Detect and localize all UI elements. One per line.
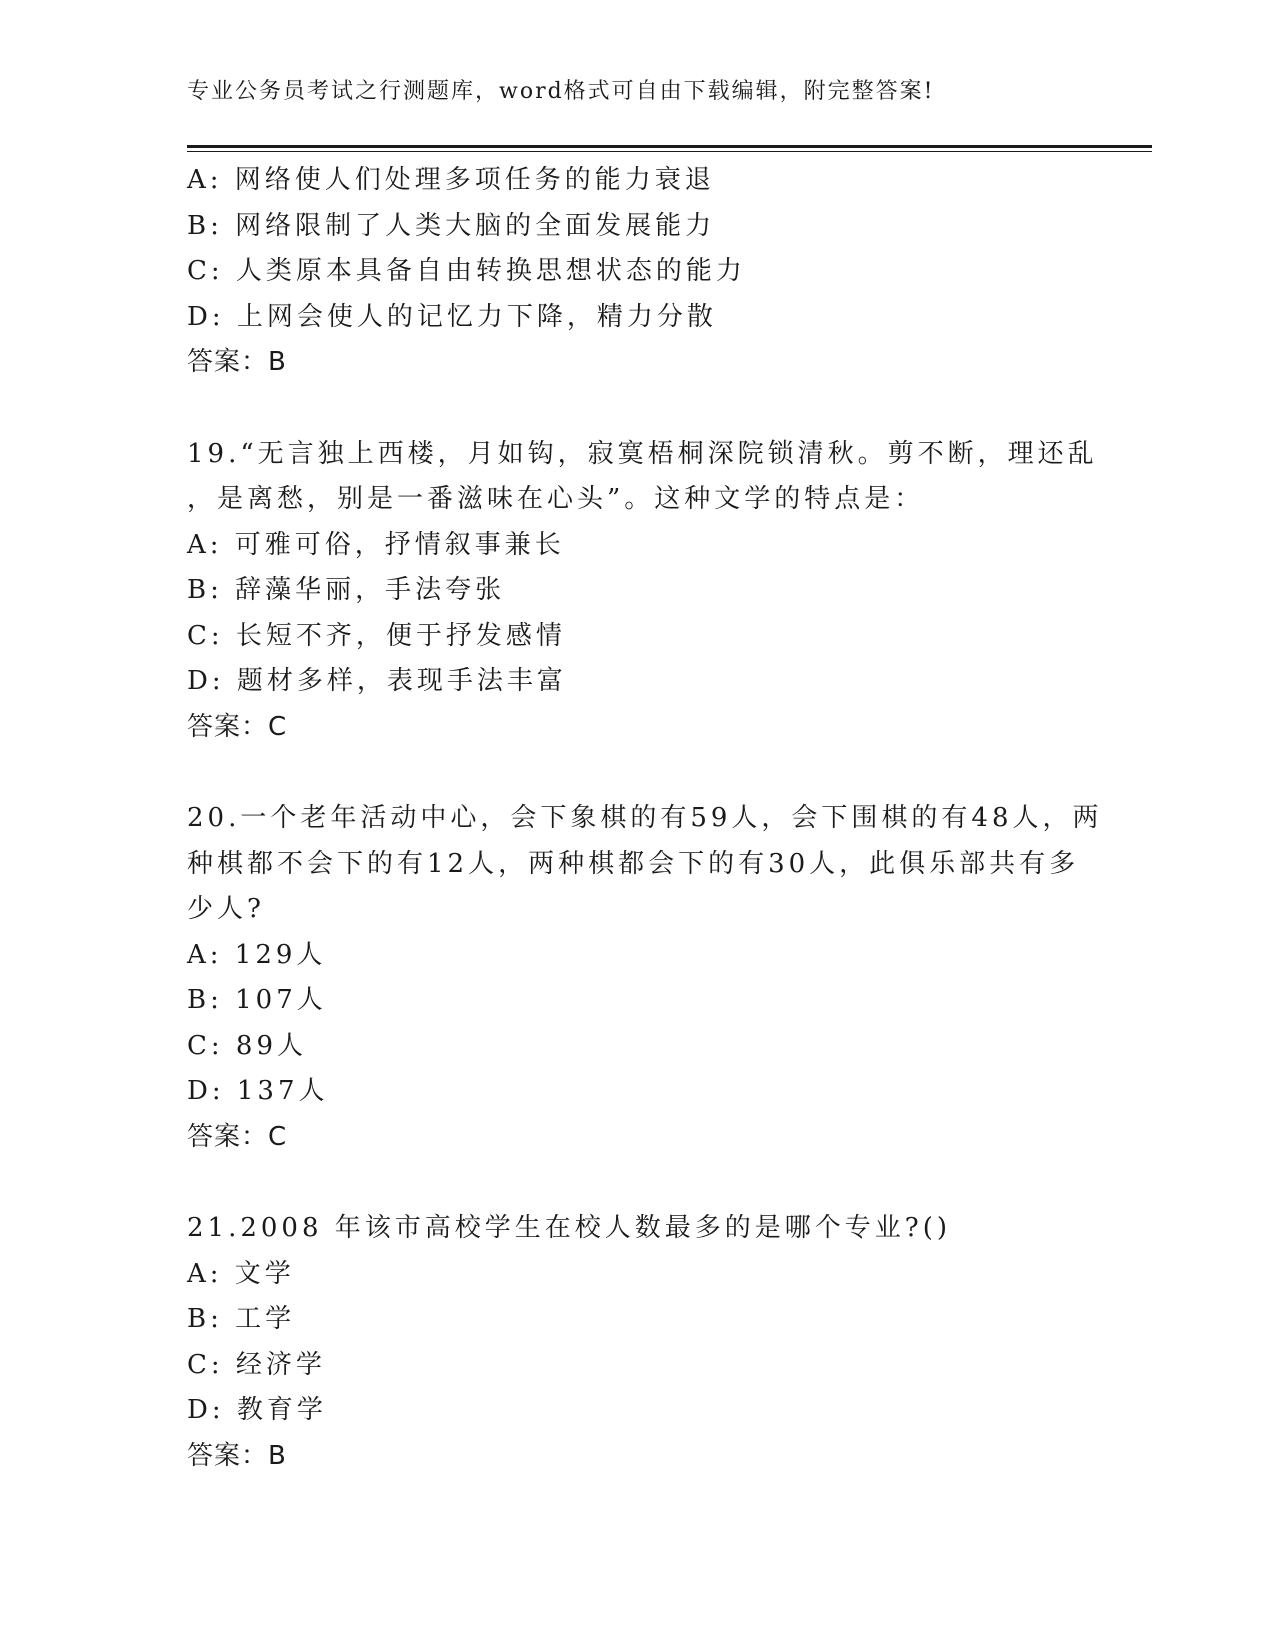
option-a: A: 网络使人们处理多项任务的能力衰退 — [187, 165, 715, 195]
question-19 — [187, 432, 1098, 751]
page-header: 专业公务员考试之行测题库，word格式可自由下载编辑，附完整答案! — [187, 79, 935, 104]
answer-line: 答案：C — [187, 711, 288, 742]
option-b: B: 工学 — [187, 1304, 296, 1334]
option-a: A: 可雅可俗，抒情叙事兼长 — [187, 529, 565, 560]
question-20 — [187, 796, 1103, 1160]
option-a: A: 129人 — [187, 939, 327, 970]
question-stem-line: 21.2008 年该市高校学生在校人数最多的是哪个专业?() — [187, 1213, 952, 1243]
question-18 — [187, 158, 1087, 386]
question-stem-line: ，是离愁，别是一番滋味在心头”。这种文学的特点是： — [187, 484, 925, 514]
answer-line: 答案：B — [187, 347, 287, 377]
header-divider-thick — [187, 145, 1152, 148]
option-d: D: 137人 — [187, 1076, 329, 1106]
option-b: B: 107人 — [187, 985, 327, 1015]
option-b: B: 辞藻华丽，手法夸张 — [187, 575, 506, 605]
option-d: D: 题材多样，表现手法丰富 — [187, 666, 567, 696]
question-stem-line: 20.一个老年活动中心，会下象棋的有59人，会下围棋的有48人，两 — [187, 803, 1103, 833]
option-b: B: 网络限制了人类大脑的全面发展能力 — [187, 210, 716, 241]
option-d: D: 上网会使人的记忆力下降，精力分散 — [187, 301, 717, 332]
option-d: D: 教育学 — [187, 1395, 327, 1425]
option-c: C: 经济学 — [187, 1349, 326, 1380]
answer-line: 答案：C — [187, 1121, 288, 1152]
option-c: C: 89人 — [187, 1030, 308, 1061]
question-stem-line: 少人? — [187, 894, 265, 924]
header-divider-thin — [187, 151, 1152, 152]
question-list — [187, 158, 1103, 1479]
answer-line: 答案：B — [187, 1440, 287, 1471]
option-a: A: 文学 — [187, 1258, 295, 1289]
question-stem-line: 19.“无言独上西楼，月如钩，寂寞梧桐深院锁清秋。剪不断，理还乱 — [187, 438, 1098, 469]
option-c: C: 人类原本具备自由转换思想状态的能力 — [187, 256, 746, 286]
question-stem-line: 种棋都不会下的有12人，两种棋都会下的有30人，此俱乐部共有多 — [187, 848, 1080, 879]
question-21 — [187, 1206, 1087, 1479]
option-c: C: 长短不齐，便于抒发感情 — [187, 620, 566, 651]
